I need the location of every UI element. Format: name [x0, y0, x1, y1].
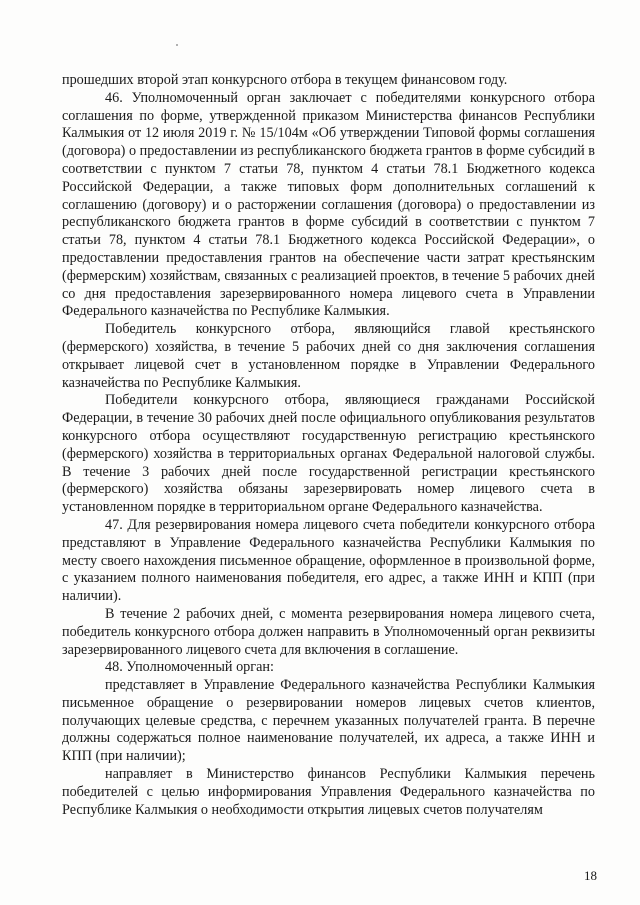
- paragraph: направляет в Министерство финансов Республики Калмыкия перечень победителей с целью информирования Управления Федерального казначейства по Республике Калмыкия о необходимости открытия лицевых счетов получателям: [62, 766, 595, 818]
- paragraph: В течение 2 рабочих дней, с момента резервирования номера лицевого счета, победитель конкурсного отбора должен направить в Уполномоченный орган реквизиты зарезервированного лицевого счета для включения в соглашение.: [62, 605, 595, 658]
- paragraph: Победители конкурсного отбора, являющиеся гражданами Российской Федерации, в течение 30 рабочих дней после официального опубликования результатов конкурсного отбора осуществляют государственную регистрацию крестьянского (фермерского) хозяйства в территориальных органах Федеральной налоговой службы. В течение 3 рабочих дней после государственной регистрации крестьянского (фермерского) хозяйства обязаны зарезервировать номер лицевого счета в установленном порядке в территориальном органе Федерального казначейства.: [62, 392, 595, 516]
- paragraph: представляет в Управление Федерального казначейства Республики Калмыкия письменное обращение о резервировании номеров лицевых счетов клиентов, получающих целевые средства, с перечнем указанных получателей гранта. В перечне должны содержаться полное наименование получателей, их адреса, а также ИНН и КПП (при наличии);: [62, 677, 595, 765]
- page-number: 18: [584, 868, 597, 883]
- paragraph: прошедших второй этап конкурсного отбора в текущем финансовом году.: [62, 72, 508, 88]
- paragraph: 47. Для резервирования номера лицевого счета победители конкурсного отбора представляют в Управление Федерального казначейства Республики Калмыкия по месту своего нахождения письменное обращение, оформленное в произвольной форме, с указанием полного наименования победителя, его адрес, а также ИНН и КПП (при наличии).: [62, 516, 595, 605]
- paragraph: Победитель конкурсного отбора, являющийся главой крестьянского (фермерского) хозяйства, в течение 5 рабочих дней со дня заключения соглашения открывает лицевой счет в установленном порядке в Управлении Федерального казначейства по Республике Калмыкия.: [62, 321, 595, 391]
- scan-speck: [176, 44, 178, 46]
- document-body: [62, 72, 595, 819]
- paragraph: 46. Уполномоченный орган заключает с победителями конкурсного отбора соглашения по форме, утвержденной приказом Министерства финансов Республики Калмыкия от 12 июля 2019 г. № 15/104м «Об утверждении Типовой формы соглашения (договора) о предоставлении из республиканского бюджета грантов в форме субсидий в соответствии с пунктом 7 статьи 78, пунктом 4 статьи 78.1 Бюджетного кодекса Российской Федерации, а также типовых форм дополнительных соглашений к соглашению (договору) и о расторжении соглашения (договора) о предоставлении из республиканского бюджета грантов в форме субсидий в соответствии с пунктом 7 статьи 78, пунктом 4 статьи 78.1 Бюджетного кодекса Российской Федерации», о предоставлении предоставления грантов на обеспечение части затрат крестьянским (фермерским) хозяйствам, связанных с реализацией проектов, в течение 5 рабочих дней со дня предоставления зарезервированного номера лицевого счета в Управлении Федерального казначейства по Республике Калмыкия.: [62, 89, 595, 320]
- paragraph: 48. Уполномоченный орган:: [105, 659, 274, 676]
